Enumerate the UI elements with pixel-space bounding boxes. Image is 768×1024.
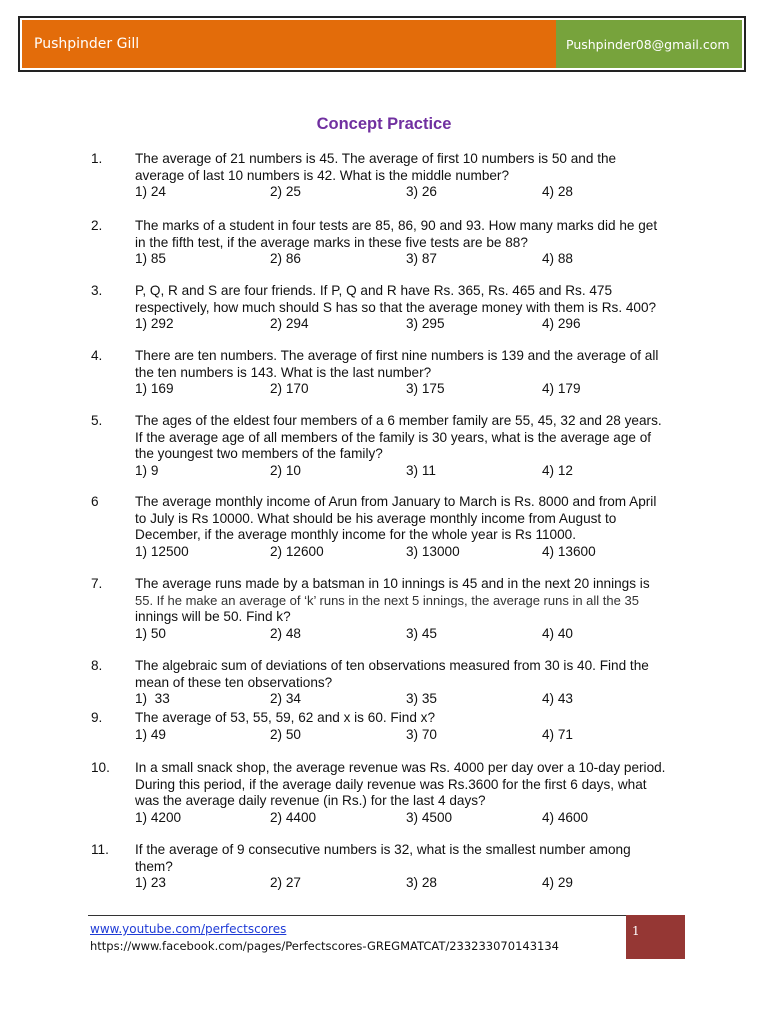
answer-option: 3) 35 <box>406 691 437 706</box>
question-number: 3. <box>91 283 103 298</box>
question-line: The algebraic sum of deviations of ten observations measured from 30 is 40. Find the <box>135 658 649 673</box>
answer-option: 4) 13600 <box>542 543 596 559</box>
question-number: 2. <box>91 218 103 233</box>
question-line: The marks of a student in four tests are 85, 86, 90 and 93. How many marks did he get <box>135 218 658 233</box>
answer-option: 1) 292 <box>135 316 174 331</box>
answer-option: 2) 48 <box>270 625 301 641</box>
answer-option: 2) 50 <box>270 726 301 742</box>
answer-option: 3) 4500 <box>406 809 453 825</box>
question-line: respectively, how much should S has so that the average money with them is Rs. 400? <box>135 299 657 315</box>
question-line: them? <box>135 858 173 874</box>
youtube-link[interactable]: www.youtube.com/perfectscores <box>90 922 287 936</box>
answer-options <box>135 184 680 201</box>
answer-option: 2) 25 <box>270 184 301 199</box>
answer-option: 1) 9 <box>135 462 159 478</box>
question-line: P, Q, R and S are four friends. If P, Q and R have Rs. 365, Rs. 465 and Rs. 475 <box>135 283 613 298</box>
question-text <box>135 218 680 268</box>
answer-option: 3) 11 <box>406 462 436 478</box>
answer-options <box>135 810 680 827</box>
question-text <box>135 151 680 201</box>
question-line: The average of 21 numbers is 45. The average of first 10 numbers is 50 and the <box>135 151 617 166</box>
answer-option: 3) 45 <box>406 625 437 641</box>
question-text <box>135 494 680 560</box>
answer-option: 1) 33 <box>135 691 170 706</box>
question-number: 10. <box>91 760 110 775</box>
question-line: innings will be 50. Find k? <box>135 609 291 624</box>
answer-option: 3) 295 <box>406 316 445 331</box>
answer-options <box>135 463 680 480</box>
answer-option: 1) 23 <box>135 875 166 890</box>
question-line: There are ten numbers. The average of first nine numbers is 139 and the average of all <box>135 348 659 363</box>
question-line: the youngest two members of the family? <box>135 446 383 461</box>
answer-option: 3) 87 <box>406 251 437 266</box>
answer-option: 4) 43 <box>542 691 573 706</box>
question-text <box>135 710 680 743</box>
answer-option: 1) 4200 <box>135 809 182 825</box>
answer-options <box>135 381 680 398</box>
question-number: 6 <box>91 494 99 509</box>
question-number: 4. <box>91 348 103 363</box>
question-line: The average runs made by a batsman in 10 innings is 45 and in the next 20 innings is <box>135 576 650 591</box>
author-email: Pushpinder08@gmail.com <box>566 37 730 52</box>
answer-option: 4) 71 <box>542 726 573 742</box>
answer-option: 2) 86 <box>270 251 301 266</box>
question-line: In a small snack shop, the average revenue was Rs. 4000 per day over a 10-day period. <box>135 760 666 775</box>
question-line: the ten numbers is 143. What is the last number? <box>135 364 432 380</box>
facebook-link[interactable]: https://www.facebook.com/pages/Perfectscores-GREGMATCAT/233233070143134 <box>90 939 559 953</box>
answer-option: 1) 24 <box>135 184 166 199</box>
question-text <box>135 658 680 708</box>
page-number: 1 <box>632 924 640 938</box>
answer-option: 2) 12600 <box>270 543 324 559</box>
page-title: Concept Practice <box>316 115 452 133</box>
question-line: December, if the average monthly income for the whole year is Rs 11000. <box>135 527 577 542</box>
answer-option: 4) 296 <box>542 316 581 331</box>
question-number: 1. <box>91 151 103 166</box>
question-number: 11. <box>91 842 109 857</box>
answer-option: 1) 49 <box>135 726 166 742</box>
question-text <box>135 576 680 642</box>
question-line: The ages of the eldest four members of a 6 member family are 55, 45, 32 and 28 years. <box>135 413 662 428</box>
answer-option: 2) 4400 <box>270 809 317 825</box>
question-line: During this period, if the average daily revenue was Rs.3600 for the first 6 days, what <box>135 776 647 792</box>
question-number: 7. <box>91 576 103 591</box>
author-name: Pushpinder Gill <box>34 36 140 52</box>
answer-options <box>135 316 680 333</box>
answer-option: 1) 85 <box>135 251 166 266</box>
answer-option: 4) 88 <box>542 251 573 266</box>
answer-options <box>135 727 680 744</box>
answer-option: 3) 26 <box>406 184 437 199</box>
question-line: The average monthly income of Arun from January to March is Rs. 8000 and from April <box>135 494 657 509</box>
answer-option: 4) 179 <box>542 381 581 396</box>
answer-option: 3) 28 <box>406 875 437 890</box>
question-text <box>135 413 680 479</box>
question-line: to July is Rs 10000. What should be his average monthly income from August to <box>135 510 617 526</box>
answer-option: 2) 27 <box>270 875 301 890</box>
question-line: If the average of 9 consecutive numbers is 32, what is the smallest number among <box>135 842 631 857</box>
answer-options <box>135 691 680 708</box>
answer-options <box>135 544 680 561</box>
answer-option: 4) 28 <box>542 184 573 199</box>
question-text <box>135 760 680 826</box>
question-text <box>135 842 680 892</box>
answer-option: 2) 34 <box>270 691 301 706</box>
question-line: 55. If he make an average of ‘k’ runs in the next 5 innings, the average runs in all the 35 <box>135 592 639 608</box>
footer-divider <box>88 915 626 916</box>
question-number: 5. <box>91 413 103 428</box>
question-number: 8. <box>91 658 103 673</box>
answer-option: 4) 29 <box>542 875 573 890</box>
answer-option: 1) 50 <box>135 625 166 641</box>
answer-option: 2) 170 <box>270 381 309 396</box>
question-line: If the average age of all members of the family is 30 years, what is the average age of <box>135 429 652 445</box>
answer-option: 3) 13000 <box>406 543 460 559</box>
answer-options <box>135 251 680 268</box>
answer-option: 4) 4600 <box>542 809 589 825</box>
question-text <box>135 348 680 398</box>
answer-option: 4) 12 <box>542 462 573 478</box>
answer-options <box>135 626 680 643</box>
answer-options <box>135 875 680 892</box>
question-line: mean of these ten observations? <box>135 674 333 690</box>
question-line: average of last 10 numbers is 42. What is the middle number? <box>135 167 510 183</box>
answer-option: 3) 70 <box>406 726 437 742</box>
answer-option: 2) 10 <box>270 462 301 478</box>
question-line: The average of 53, 55, 59, 62 and x is 60. Find x? <box>135 710 436 725</box>
answer-option: 1) 169 <box>135 381 174 396</box>
answer-option: 1) 12500 <box>135 543 189 559</box>
question-line: was the average daily revenue (in Rs.) for the last 4 days? <box>135 793 486 808</box>
question-text <box>135 283 680 333</box>
question-number: 9. <box>91 710 103 725</box>
answer-option: 4) 40 <box>542 625 573 641</box>
answer-option: 3) 175 <box>406 381 445 396</box>
question-line: in the fifth test, if the average marks in these five tests are be 88? <box>135 234 528 250</box>
answer-option: 2) 294 <box>270 316 309 331</box>
